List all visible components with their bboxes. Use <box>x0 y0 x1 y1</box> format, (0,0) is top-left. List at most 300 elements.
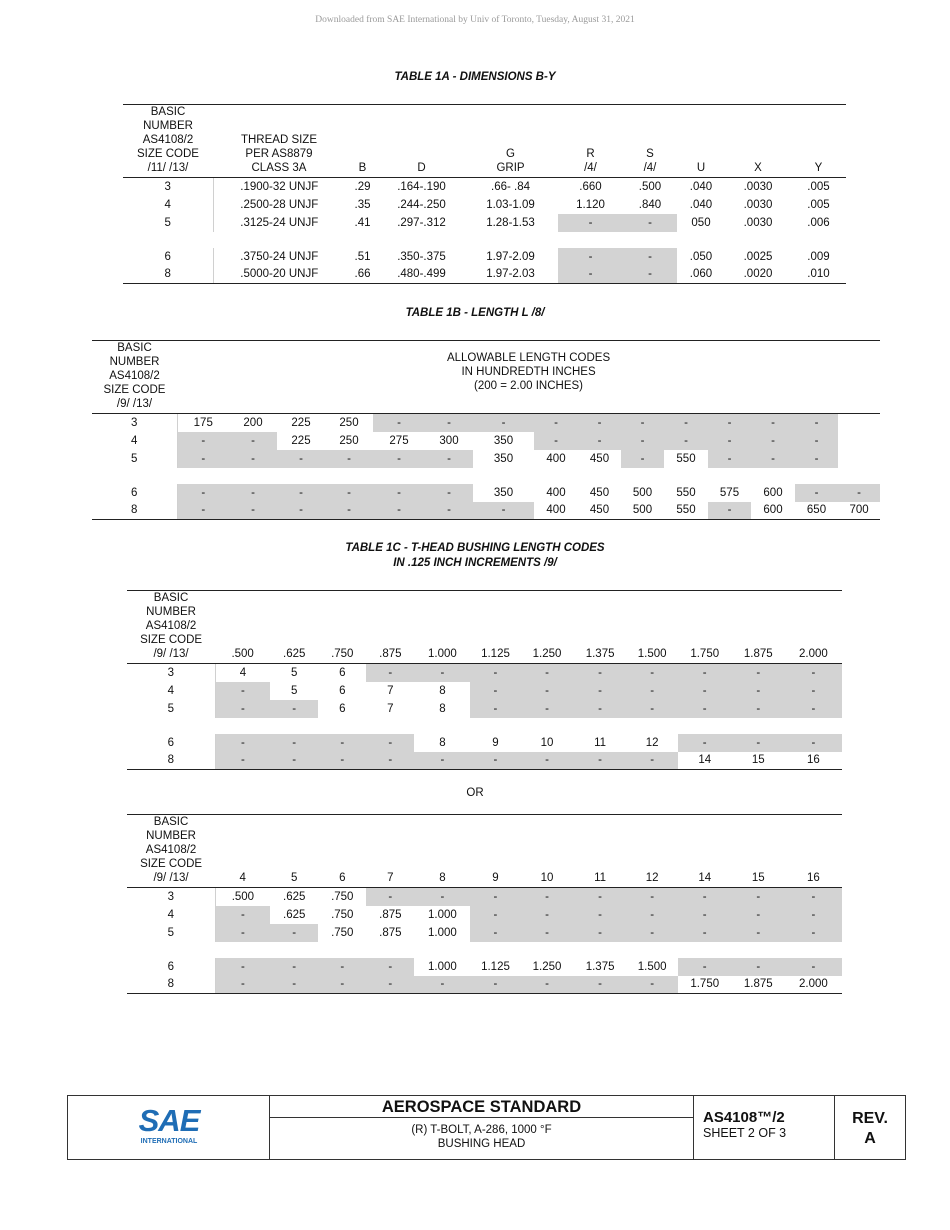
column-header-line: THREAD SIZE <box>240 134 318 146</box>
size-code-header-line: AS4108/2 <box>145 844 197 856</box>
table-cell: - <box>574 976 627 994</box>
table-cell: - <box>521 924 574 942</box>
table-cell: 600 <box>763 486 783 499</box>
table-cell: - <box>414 664 470 682</box>
table-cell: - <box>521 976 574 994</box>
table-cell: - <box>325 450 373 468</box>
spacer-cell <box>345 232 380 248</box>
column-header: 9 <box>470 815 520 888</box>
table-cell: - <box>785 906 842 924</box>
document-number-cell <box>694 1096 835 1159</box>
column-header: 5 <box>270 815 318 888</box>
column-header: 1.500 <box>627 591 678 664</box>
size-code-cell: 5 <box>92 450 177 468</box>
table-cell: - <box>574 888 627 906</box>
table-cell: - <box>373 484 425 502</box>
table-row <box>127 924 842 942</box>
size-code-cell: 5 <box>127 924 215 942</box>
table-cell: - <box>732 924 785 942</box>
size-code-cell: 5 <box>127 700 215 718</box>
table-cell: - <box>785 682 842 700</box>
table-row <box>123 196 846 214</box>
table-cell: - <box>366 734 414 752</box>
column-header-line: GRIP <box>496 162 525 174</box>
table-cell: 200 <box>243 416 263 429</box>
table-cell: - <box>366 888 414 906</box>
table-cell: 6 <box>339 684 346 697</box>
table-cell: - <box>558 266 623 284</box>
table-cell: - <box>678 682 732 700</box>
spacer-cell <box>725 232 791 248</box>
table-cell: - <box>366 752 414 770</box>
table-cell: - <box>229 484 277 502</box>
table-cell: 5 <box>291 666 298 679</box>
or-separator: OR <box>466 787 484 799</box>
table-row <box>123 266 846 284</box>
table-cell: 175 <box>193 416 213 429</box>
table-cell: - <box>627 664 678 682</box>
table-1a-title: TABLE 1A - DIMENSIONS B-Y <box>394 71 556 83</box>
table-cell: .040 <box>689 180 713 193</box>
spacer-row <box>123 232 846 248</box>
column-header <box>345 105 380 178</box>
size-code-cell: 3 <box>92 414 177 432</box>
sae-logo-cell <box>68 1096 270 1159</box>
spacer-cell <box>623 232 677 248</box>
column-header: 2.000 <box>785 591 842 664</box>
table-cell: .1900-32 UNJF <box>240 180 319 193</box>
sae-logo-subtext: INTERNATIONAL <box>140 1138 198 1145</box>
table-cell: 1.03-1.09 <box>486 198 535 211</box>
revision-label: REV. <box>852 1110 888 1127</box>
size-code-header-line: AS4108/2 <box>145 620 197 632</box>
table-cell: - <box>574 664 627 682</box>
table-cell: - <box>621 414 664 432</box>
table-cell: - <box>627 682 678 700</box>
table-cell: 300 <box>439 434 459 447</box>
table-cell: - <box>751 432 795 450</box>
size-code-header-line: BASIC <box>153 816 189 828</box>
column-header: 16 <box>785 815 842 888</box>
spacer-cell <box>708 468 751 484</box>
spacer-cell <box>677 232 725 248</box>
size-code-header-line: NUMBER <box>146 830 196 842</box>
spacer-cell <box>785 942 842 958</box>
column-header-line: BASIC <box>150 106 186 118</box>
table-cell: - <box>558 214 623 232</box>
table-cell: - <box>708 502 751 520</box>
table-cell: - <box>470 700 520 718</box>
column-header <box>623 105 677 178</box>
table-cell: - <box>215 682 270 700</box>
column-header-line: Y <box>814 162 823 174</box>
table-cell: .5000-20 UNJF <box>213 266 345 284</box>
table-cell: 1.120 <box>576 198 605 211</box>
table-cell: - <box>414 752 470 770</box>
column-header-line: CLASS 3A <box>251 162 307 174</box>
table-cell: .244-.250 <box>397 198 446 211</box>
table-cell: - <box>521 700 574 718</box>
table-cell: 350 <box>493 452 514 465</box>
table-cell: .0020 <box>725 266 791 284</box>
table-cell: 7 <box>387 684 394 697</box>
spacer-cell <box>373 468 425 484</box>
table-cell: - <box>732 700 785 718</box>
table-cell: - <box>708 432 751 450</box>
table-cell: .350-.375 <box>397 250 446 263</box>
column-header <box>213 105 345 178</box>
table-cell: - <box>521 682 574 700</box>
table-cell: 450 <box>578 502 621 520</box>
column-header: 11 <box>574 815 627 888</box>
table-cell: - <box>751 450 795 468</box>
table-cell: - <box>732 888 785 906</box>
table-cell: - <box>534 414 578 432</box>
table-cell: - <box>578 432 621 450</box>
spacer-cell <box>785 718 842 734</box>
title-block-description <box>270 1096 694 1159</box>
table-cell: .500 <box>231 890 255 903</box>
spacer-cell <box>732 718 785 734</box>
table-cell: 1.500 <box>637 960 667 973</box>
table-cell: - <box>318 958 366 976</box>
table-cell: - <box>708 414 751 432</box>
table-row <box>127 888 842 906</box>
column-header-line: R <box>586 148 595 160</box>
size-code-cell: 8 <box>92 502 177 520</box>
table-cell: - <box>795 450 838 468</box>
spacer-cell <box>678 718 732 734</box>
table-cell: - <box>785 664 842 682</box>
table-cell: .41 <box>354 216 371 229</box>
table-cell: - <box>414 888 470 906</box>
table-row <box>123 214 846 232</box>
table-1c-title-line2: IN .125 INCH INCREMENTS /9/ <box>393 557 557 569</box>
title-block <box>67 1095 906 1160</box>
column-header: .750 <box>318 591 366 664</box>
table-cell: - <box>708 450 751 468</box>
table-cell: - <box>318 752 366 770</box>
spacer-cell <box>213 232 345 248</box>
column-header: 1.875 <box>732 591 785 664</box>
table-cell: - <box>318 734 366 752</box>
column-header: 14 <box>678 815 732 888</box>
table-cell: 16 <box>785 752 842 770</box>
table-cell: .66- .84 <box>491 180 530 193</box>
table-row <box>127 734 842 752</box>
table-cell: 14 <box>678 752 732 770</box>
spacer-cell <box>215 942 270 958</box>
table-cell: .500 <box>638 180 662 193</box>
table-cell: - <box>795 484 838 502</box>
size-code-header <box>127 815 215 888</box>
column-header-line: X <box>754 162 762 174</box>
table-cell: .3125-24 UNJF <box>240 216 319 229</box>
table-cell: .050 <box>689 250 713 263</box>
column-header-line: AS4108/2 <box>142 134 194 146</box>
table-cell: - <box>627 700 678 718</box>
table-cell: - <box>425 450 473 468</box>
size-code-cell: 6 <box>92 484 177 502</box>
table-cell: 600 <box>751 502 795 520</box>
table-cell: - <box>621 450 664 468</box>
table-cell: - <box>215 906 270 924</box>
table-cell: 1.750 <box>678 976 732 994</box>
table-cell: - <box>270 752 318 770</box>
table-cell: - <box>270 958 318 976</box>
size-code-cell: 6 <box>127 734 215 752</box>
length-codes-header-line: (200 = 2.00 INCHES) <box>474 380 584 392</box>
spacer-cell <box>414 942 470 958</box>
table-cell: - <box>732 682 785 700</box>
spacer-cell <box>127 942 215 958</box>
table-cell: 1.000 <box>428 926 457 939</box>
column-header: 1.750 <box>678 591 732 664</box>
spacer-cell <box>795 468 838 484</box>
table-cell: - <box>534 432 578 450</box>
table-cell: 1.375 <box>585 960 615 973</box>
length-codes-header <box>177 341 880 414</box>
table-cell: - <box>623 248 677 266</box>
table-cell: 500 <box>621 502 664 520</box>
spacer-cell <box>791 232 846 248</box>
spacer-row <box>127 942 842 958</box>
spacer-row <box>127 718 842 734</box>
table-cell: - <box>425 502 473 520</box>
column-header: .500 <box>215 591 270 664</box>
table-cell: - <box>229 432 277 450</box>
table-cell: - <box>574 682 627 700</box>
table-cell: - <box>318 976 366 994</box>
table-cell: 400 <box>546 486 566 499</box>
spacer-cell <box>838 468 880 484</box>
spacer-cell <box>627 718 678 734</box>
table-cell: .875 <box>379 908 402 921</box>
table-cell: .0030 <box>743 198 773 211</box>
table-cell: .005 <box>807 198 830 211</box>
table-cell: - <box>795 414 838 432</box>
size-code-cell: 8 <box>127 976 215 994</box>
table-cell: - <box>785 958 842 976</box>
spacer-cell <box>229 468 277 484</box>
table-cell: 225 <box>291 416 311 429</box>
spacer-cell <box>177 468 229 484</box>
table-cell: 10 <box>540 736 554 749</box>
table-cell: - <box>678 924 732 942</box>
table-cell: .35 <box>354 198 371 211</box>
table-row <box>127 682 842 700</box>
table-cell: 500 <box>632 486 653 499</box>
table-cell: .2500-28 UNJF <box>240 198 319 211</box>
table-cell: - <box>325 484 373 502</box>
table-1b <box>92 340 880 520</box>
aerospace-standard-label: AEROSPACE STANDARD <box>270 1096 693 1118</box>
table-row <box>92 502 880 520</box>
table-cell: .66 <box>345 266 380 284</box>
table-cell: - <box>732 958 785 976</box>
table-cell: - <box>215 752 270 770</box>
table-cell: 550 <box>676 486 696 499</box>
table-cell: 400 <box>546 452 566 465</box>
table-cell: - <box>678 888 732 906</box>
column-header <box>725 105 791 178</box>
column-header: .625 <box>270 591 318 664</box>
table-cell: - <box>277 502 325 520</box>
part-description-line2: BUSHING HEAD <box>437 1138 526 1150</box>
spacer-cell <box>414 718 470 734</box>
table-cell: 1.97-2.09 <box>486 250 535 263</box>
part-description-line1: (R) T-BOLT, A-286, 1000 °F <box>411 1124 552 1136</box>
table-row <box>127 700 842 718</box>
table-cell: - <box>425 414 473 432</box>
table-cell: - <box>678 958 732 976</box>
size-code-cell: 3 <box>123 178 213 196</box>
table-cell: - <box>838 484 880 502</box>
spacer-cell <box>325 468 373 484</box>
download-watermark: Downloaded from SAE International by Univ of Toronto, Tuesday, August 31, 2021 <box>315 15 635 25</box>
table-cell: - <box>270 734 318 752</box>
table-cell: - <box>795 432 838 450</box>
column-header: 4 <box>215 815 270 888</box>
table-cell: - <box>785 734 842 752</box>
table-1c-alternate <box>127 814 842 994</box>
table-cell: .0025 <box>743 250 773 263</box>
table-cell: - <box>732 664 785 682</box>
table-cell: - <box>521 664 574 682</box>
size-code-cell: 3 <box>127 888 215 906</box>
table-cell: - <box>470 888 520 906</box>
table-cell: - <box>373 450 425 468</box>
table-cell: - <box>473 502 534 520</box>
spacer-cell <box>270 942 318 958</box>
spacer-cell <box>277 468 325 484</box>
table-cell: 350 <box>493 434 514 447</box>
spacer-cell <box>366 718 414 734</box>
spacer-cell <box>473 468 534 484</box>
size-code-header-line: /9/ /13/ <box>153 648 189 660</box>
revision-value: A <box>864 1130 876 1147</box>
column-header-line: U <box>696 162 706 174</box>
column-header <box>558 105 623 178</box>
size-code-cell: 6 <box>123 248 213 266</box>
table-cell: 700 <box>838 502 880 520</box>
table-cell: - <box>373 414 425 432</box>
table-cell: - <box>574 924 627 942</box>
table-cell: - <box>785 888 842 906</box>
sae-logo-icon <box>68 1096 270 1159</box>
table-cell: 050 <box>691 216 711 229</box>
table-row <box>127 976 842 994</box>
table-cell: .750 <box>331 908 354 921</box>
table-cell: 225 <box>291 434 311 447</box>
table-cell: .29 <box>354 180 371 193</box>
size-code-cell: 4 <box>127 906 215 924</box>
table-cell: .010 <box>791 266 846 284</box>
table-cell: - <box>366 664 414 682</box>
table-cell: .625 <box>283 908 306 921</box>
table-cell: - <box>627 924 678 942</box>
table-row <box>127 906 842 924</box>
size-code-header-line: SIZE CODE <box>140 634 203 646</box>
column-header-line: D <box>417 162 426 174</box>
table-cell: .480-.499 <box>380 266 463 284</box>
table-cell: - <box>414 976 470 994</box>
table-cell: - <box>215 734 270 752</box>
table-cell: - <box>270 924 318 942</box>
table-cell: 9 <box>492 736 499 749</box>
spacer-cell <box>92 468 177 484</box>
table-cell: - <box>578 414 621 432</box>
table-cell: - <box>177 450 229 468</box>
table-row <box>127 958 842 976</box>
table-cell: 15 <box>732 752 785 770</box>
table-cell: - <box>215 700 270 718</box>
table-cell: - <box>277 450 325 468</box>
table-1c-title-line1: TABLE 1C - T-HEAD BUSHING LENGTH CODES <box>345 542 605 554</box>
table-row <box>92 484 880 502</box>
column-header-line: S <box>646 148 654 160</box>
table-cell: 400 <box>534 502 578 520</box>
table-cell: .297-.312 <box>397 216 446 229</box>
spacer-cell <box>627 942 678 958</box>
sheet-number: SHEET 2 OF 3 <box>703 1126 787 1140</box>
size-code-header-line: /9/ /13/ <box>153 872 189 884</box>
spacer-cell <box>380 232 463 248</box>
table-cell: 7 <box>387 702 394 715</box>
column-header-line: G <box>506 148 515 160</box>
spacer-cell <box>425 468 473 484</box>
column-header: 15 <box>732 815 785 888</box>
spacer-cell <box>574 942 627 958</box>
column-header: 10 <box>521 815 574 888</box>
spacer-cell <box>678 942 732 958</box>
spacer-cell <box>558 232 623 248</box>
table-cell: - <box>177 432 229 450</box>
column-header: 1.000 <box>414 591 470 664</box>
spacer-cell <box>574 718 627 734</box>
table-row <box>127 664 842 682</box>
table-cell: - <box>627 752 678 770</box>
spacer-cell <box>621 468 664 484</box>
size-code-cell: 8 <box>123 266 213 284</box>
table-cell: .009 <box>807 250 830 263</box>
table-cell: .060 <box>677 266 725 284</box>
table-cell: 12 <box>645 736 659 749</box>
table-cell: - <box>627 906 678 924</box>
table-1a <box>123 104 846 284</box>
spacer-cell <box>521 718 574 734</box>
table-cell: - <box>215 976 270 994</box>
table-cell: - <box>623 214 677 232</box>
table-cell: - <box>470 752 520 770</box>
column-header: 12 <box>627 815 678 888</box>
table-cell: - <box>678 906 732 924</box>
spacer-cell <box>732 942 785 958</box>
table-cell: 575 <box>719 486 740 499</box>
size-code-cell: 4 <box>127 682 215 700</box>
table-cell: 1.97-2.03 <box>463 266 558 284</box>
table-cell: - <box>215 924 270 942</box>
table-cell: - <box>664 414 708 432</box>
table-1c <box>127 590 842 770</box>
spacer-cell <box>366 942 414 958</box>
table-row <box>123 248 846 266</box>
table-cell: - <box>621 432 664 450</box>
column-header-line: SIZE CODE <box>137 148 199 160</box>
size-code-header <box>127 591 215 664</box>
size-code-header-line: NUMBER <box>109 356 160 368</box>
table-cell: - <box>678 664 732 682</box>
